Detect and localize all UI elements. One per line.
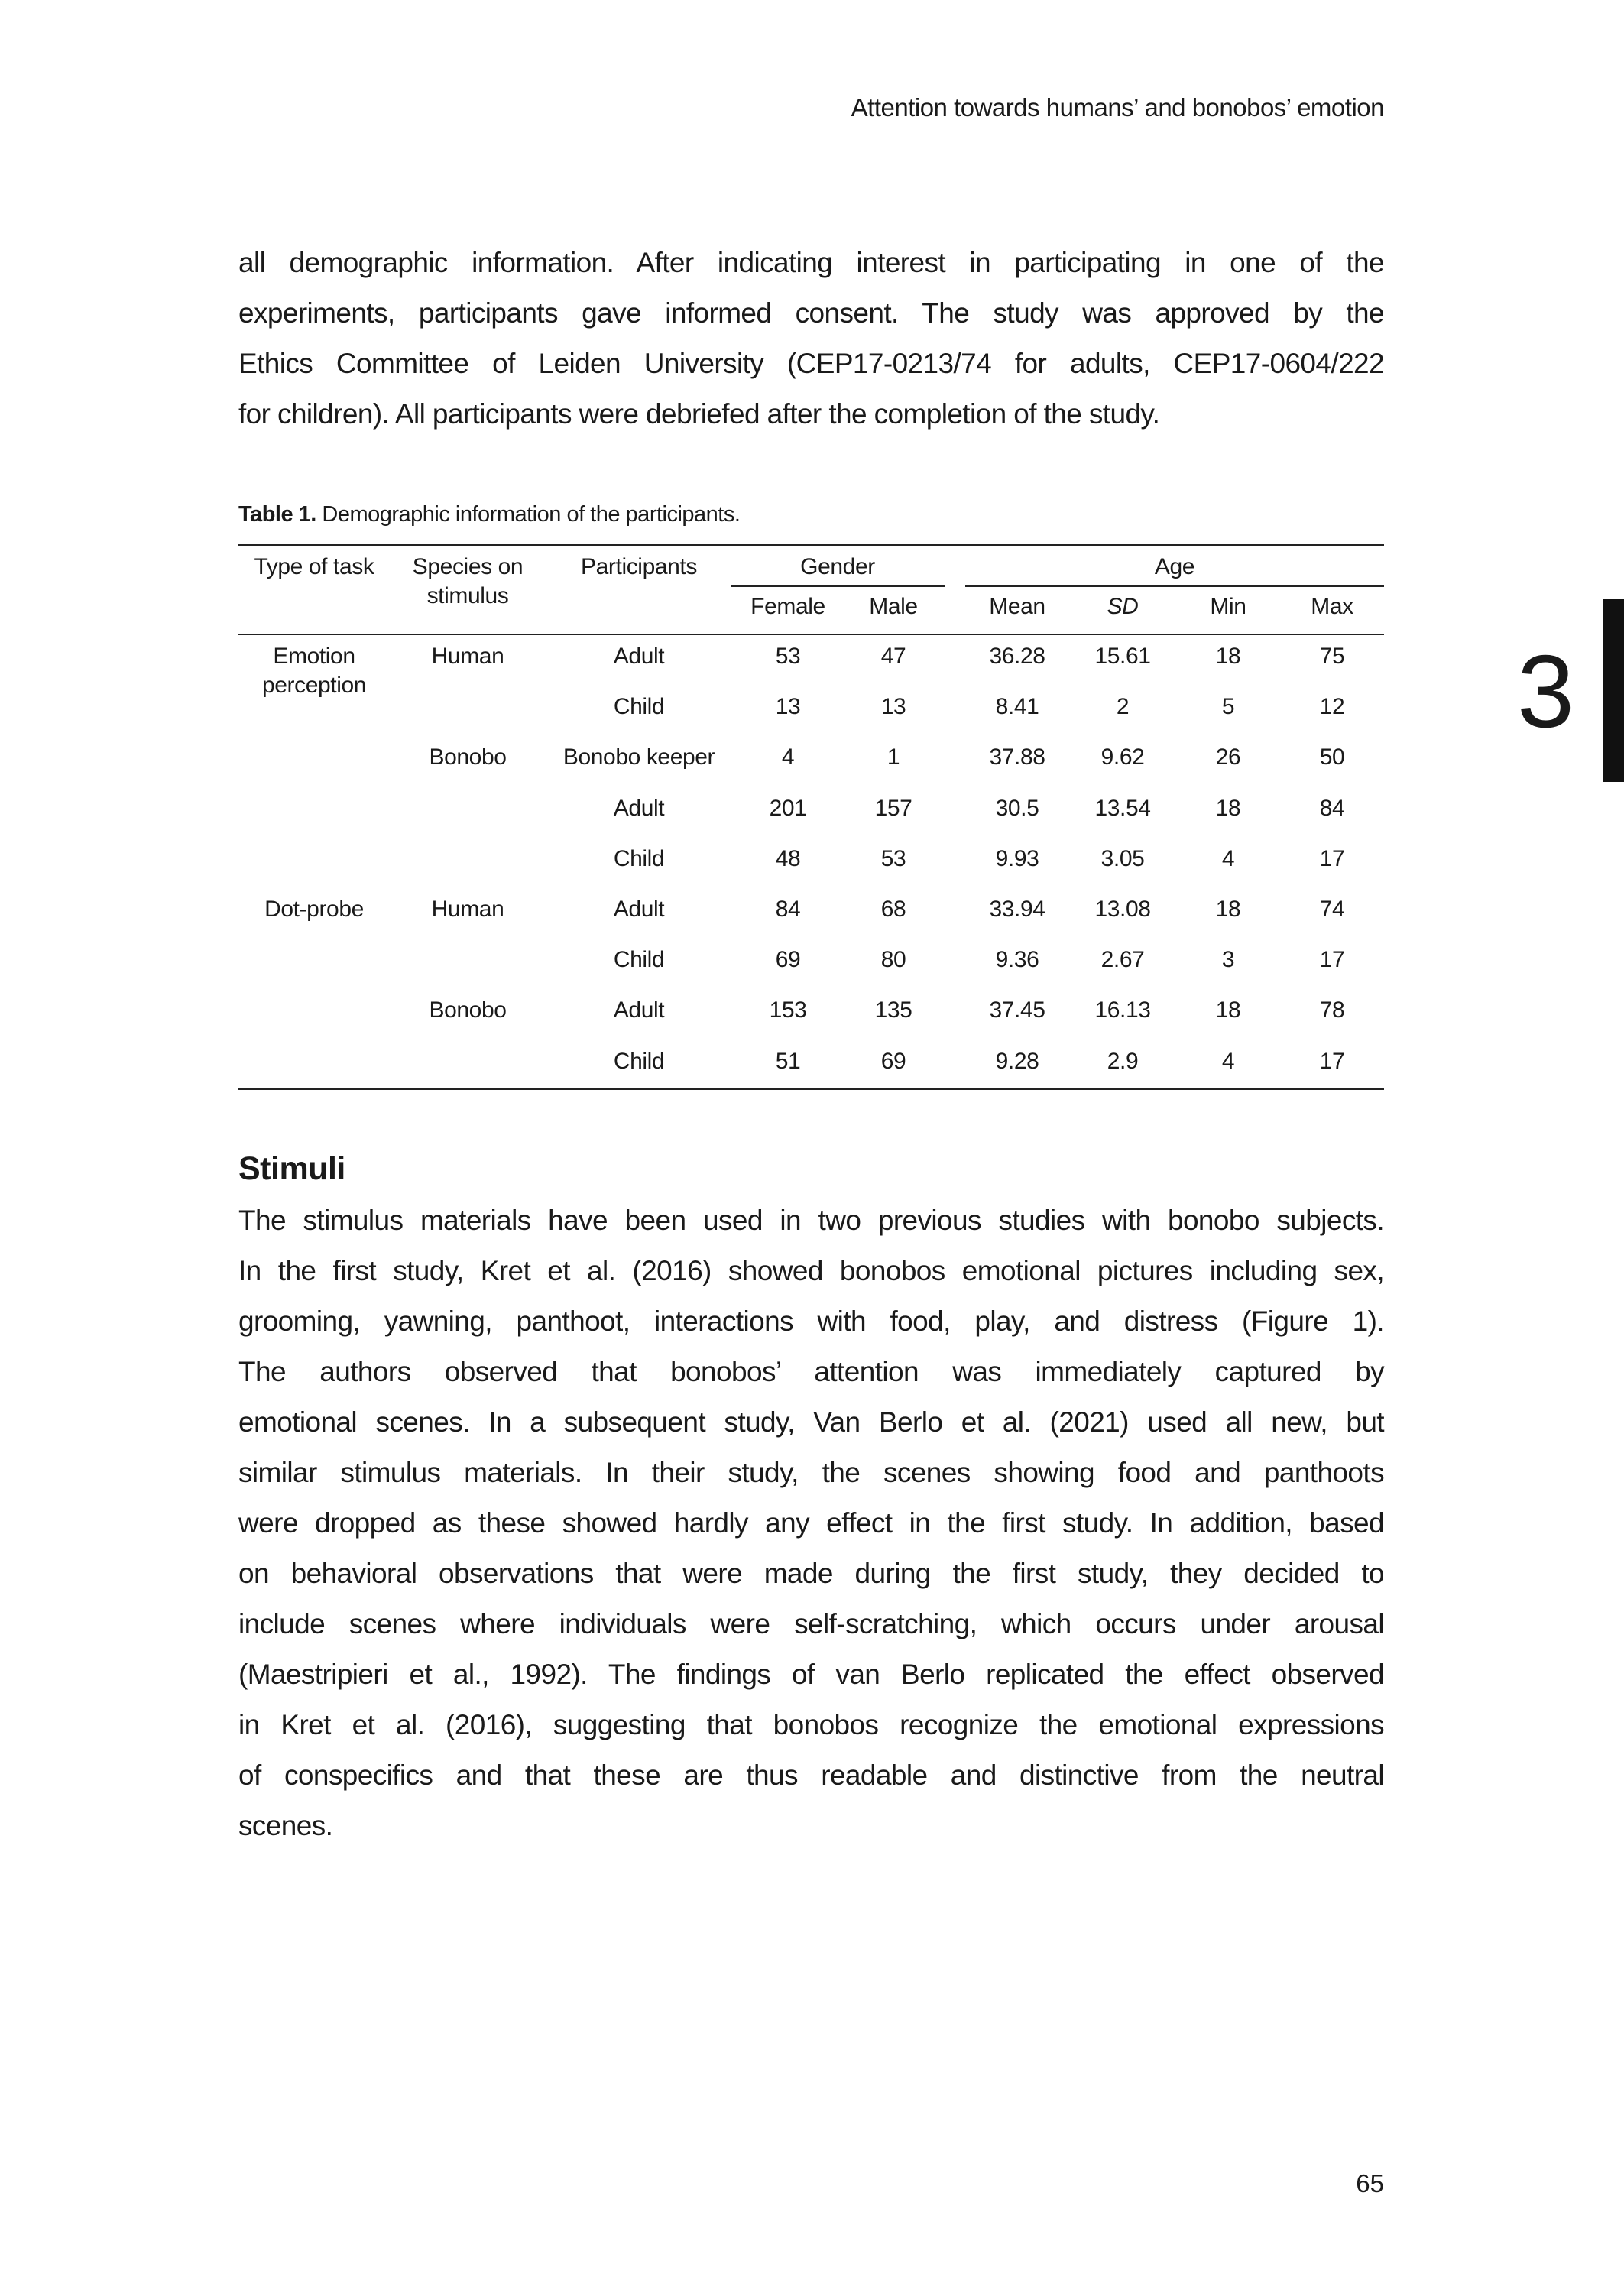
chapter-tab-marker (1603, 599, 1624, 782)
intro-paragraph (238, 238, 1384, 439)
cell-min: 18 (1215, 897, 1241, 922)
cell-participants: Adult (613, 997, 665, 1023)
header-sd: SD (1107, 594, 1139, 619)
text-line: of conspecifics and that these are thus readable and distinctive from the neutral (238, 1759, 1384, 1791)
cell-max: 74 (1319, 897, 1345, 922)
cell-male: 157 (874, 795, 912, 821)
cell-max: 78 (1319, 997, 1345, 1023)
cell-participants: Bonobo keeper (562, 744, 715, 770)
stimuli-paragraph (238, 1195, 1384, 1851)
cell-type: Emotion perception (261, 644, 367, 698)
cell-male: 80 (880, 947, 906, 973)
running-head: Attention towards humans’ and bonobos’ emotion (851, 93, 1384, 122)
cell-type: Dot-probe (264, 897, 364, 922)
text-line: scenes. (238, 1810, 333, 1841)
header-male: Male (869, 594, 918, 619)
table-caption-label: Table 1. (238, 502, 316, 527)
cell-mean: 9.93 (995, 845, 1039, 871)
cell-mean: 33.94 (989, 897, 1045, 922)
gender-underline (731, 585, 945, 587)
cell-female: 4 (781, 744, 795, 770)
cell-mean: 37.88 (989, 744, 1045, 770)
text-line: include scenes where individuals were self-scratching, which occurs under arousal (238, 1608, 1384, 1639)
cell-female: 51 (775, 1048, 801, 1074)
text-line: grooming, yawning, panthoot, interactions with food, play, and distress (Figure 1). (238, 1305, 1384, 1337)
chapter-number: 3 (1517, 634, 1575, 749)
text-line: Ethics Committee of Leiden University (CEP17-0213/74 for adults, CEP17-0604/222 (238, 348, 1384, 379)
table-bottom-rule (238, 1088, 1384, 1090)
cell-female: 48 (775, 845, 801, 871)
text-line: experiments, participants gave informed consent. The study was approved by the (238, 297, 1384, 329)
cell-participants: Child (613, 1048, 665, 1074)
cell-min: 4 (1221, 845, 1235, 871)
text-line: all demographic information. After indicating interest in participating in one of the (238, 247, 1384, 278)
header-age: Age (1154, 554, 1195, 579)
cell-male: 135 (874, 997, 912, 1023)
cell-sd: 13.08 (1094, 897, 1151, 922)
header-type-of-task: Type of task (254, 554, 374, 579)
cell-female: 201 (769, 795, 807, 821)
cell-participants: Child (613, 845, 665, 871)
cell-female: 13 (775, 694, 801, 720)
table-caption-text: Demographic information of the participants. (316, 502, 741, 527)
section-heading-stimuli: Stimuli (238, 1150, 345, 1187)
cell-sd: 2.67 (1100, 947, 1145, 973)
page-number: 65 (1356, 2169, 1384, 2197)
cell-female: 84 (775, 897, 801, 922)
text-line: similar stimulus materials. In their study, the scenes showing food and panthoots (238, 1457, 1384, 1488)
cell-sd: 16.13 (1094, 997, 1151, 1023)
cell-max: 75 (1319, 644, 1345, 669)
header-species: Species on stimulus (412, 554, 524, 608)
cell-mean: 30.5 (995, 795, 1039, 821)
cell-sd: 9.62 (1100, 744, 1145, 770)
cell-max: 12 (1319, 694, 1345, 720)
cell-male: 47 (880, 644, 906, 669)
header-min: Min (1210, 594, 1246, 619)
cell-participants: Adult (613, 644, 665, 669)
cell-min: 18 (1215, 997, 1241, 1023)
table-caption (238, 502, 740, 527)
cell-participants: Adult (613, 897, 665, 922)
cell-min: 26 (1215, 744, 1241, 770)
cell-sd: 13.54 (1094, 795, 1151, 821)
cell-species: Bonobo (429, 997, 507, 1023)
cell-sd: 15.61 (1094, 644, 1151, 669)
text-line: were dropped as these showed hardly any effect in the first study. In addition, based (238, 1507, 1384, 1539)
cell-mean: 9.28 (995, 1048, 1039, 1074)
text-line: In the first study, Kret et al. (2016) showed bonobos emotional pictures including sex, (238, 1255, 1384, 1286)
header-mean: Mean (989, 594, 1045, 619)
age-underline (965, 585, 1384, 587)
header-female: Female (750, 594, 825, 619)
cell-male: 53 (880, 845, 906, 871)
text-line: (Maestripieri et al., 1992). The findings of van Berlo replicated the effect observed (238, 1659, 1384, 1690)
cell-max: 17 (1319, 1048, 1345, 1074)
header-max: Max (1311, 594, 1353, 619)
cell-female: 153 (769, 997, 807, 1023)
cell-min: 18 (1215, 795, 1241, 821)
cell-species: Bonobo (429, 744, 507, 770)
cell-mean: 8.41 (995, 694, 1039, 720)
cell-sd: 2 (1116, 694, 1130, 720)
header-gender: Gender (800, 554, 875, 579)
cell-max: 50 (1319, 744, 1345, 770)
cell-min: 4 (1221, 1048, 1235, 1074)
text-line: The stimulus materials have been used in two previous studies with bonobo subjects. (238, 1205, 1384, 1236)
table-top-rule (238, 544, 1384, 546)
text-line: in Kret et al. (2016), suggesting that bonobos recognize the emotional expressions (238, 1709, 1384, 1740)
text-line: for children). All participants were debriefed after the completion of the study. (238, 398, 1160, 430)
cell-male: 13 (880, 694, 906, 720)
cell-species: Human (431, 644, 504, 669)
cell-male: 1 (887, 744, 900, 770)
text-line: emotional scenes. In a subsequent study, Van Berlo et al. (2021) used all new, but (238, 1406, 1384, 1438)
cell-max: 17 (1319, 947, 1345, 973)
cell-participants: Adult (613, 795, 665, 821)
cell-min: 18 (1215, 644, 1241, 669)
cell-mean: 36.28 (989, 644, 1045, 669)
cell-sd: 3.05 (1100, 845, 1145, 871)
cell-sd: 2.9 (1107, 1048, 1139, 1074)
cell-mean: 37.45 (989, 997, 1045, 1023)
cell-species: Human (431, 897, 504, 922)
cell-min: 3 (1221, 947, 1235, 973)
cell-participants: Child (613, 694, 665, 720)
cell-male: 69 (880, 1048, 906, 1074)
text-line: The authors observed that bonobos’ attention was immediately captured by (238, 1356, 1384, 1387)
header-participants: Participants (581, 554, 697, 579)
cell-max: 17 (1319, 845, 1345, 871)
table-header-rule (238, 634, 1384, 635)
cell-female: 53 (775, 644, 801, 669)
cell-male: 68 (880, 897, 906, 922)
cell-min: 5 (1221, 694, 1235, 720)
text-line: on behavioral observations that were made during the first study, they decided to (238, 1558, 1384, 1589)
cell-participants: Child (613, 947, 665, 973)
cell-female: 69 (775, 947, 801, 973)
cell-mean: 9.36 (995, 947, 1039, 973)
cell-max: 84 (1319, 795, 1345, 821)
